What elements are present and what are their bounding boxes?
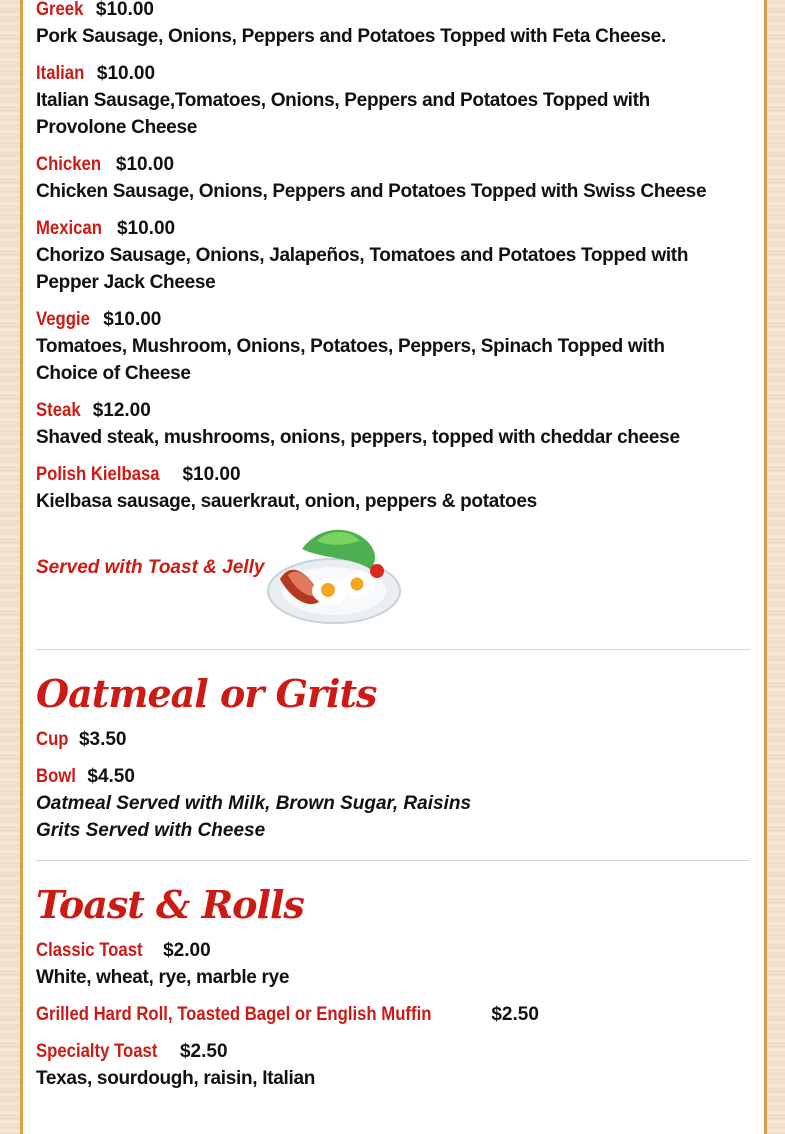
breakfast-plate-icon	[262, 519, 402, 629]
item-name: Italian	[36, 63, 85, 84]
item-price: $10.00	[115, 154, 175, 175]
item-description: Chorizo Sausage, Onions, Jalapeños, Tomatoes and Potatoes Topped with Pepper Jack Cheese	[36, 245, 689, 293]
menu-item-cup	[36, 726, 750, 753]
item-description: Shaved steak, mushrooms, onions, peppers, topped with cheddar cheese	[36, 427, 680, 448]
item-name: Greek	[36, 0, 84, 20]
menu-item-classic-toast	[36, 937, 750, 991]
item-name: Veggie	[36, 309, 90, 330]
item-description: Kielbasa sausage, sauerkraut, onion, peppers & potatoes	[36, 491, 537, 512]
served-with-text: Served with Toast & Jelly	[36, 557, 265, 578]
item-name: Grilled Hard Roll, Toasted Bagel or English Muffin	[36, 1004, 432, 1025]
item-price: $3.50	[78, 729, 127, 750]
section-divider	[36, 860, 750, 861]
item-name: Chicken	[36, 154, 102, 175]
item-name: Steak	[36, 400, 81, 421]
item-price: $4.50	[87, 766, 135, 787]
section-title-toast: Toast & Rolls	[36, 882, 304, 927]
menu-item-bowl	[36, 763, 750, 844]
item-name: Cup	[36, 729, 69, 750]
menu-item-mexican	[36, 215, 750, 296]
oatmeal-note: Oatmeal Served with Milk, Brown Sugar, Raisins	[36, 793, 472, 814]
item-price: $2.00	[163, 940, 211, 961]
grits-note: Grits Served with Cheese	[36, 820, 266, 841]
left-border-frame	[0, 0, 23, 1134]
item-name: Specialty Toast	[36, 1041, 158, 1062]
menu-item-polish-kielbasa	[36, 461, 750, 515]
item-description: White, wheat, rye, marble rye	[36, 967, 290, 988]
menu-item-grilled-roll	[36, 1001, 750, 1028]
menu-item-veggie	[36, 306, 750, 387]
menu-item-italian	[36, 60, 750, 141]
menu-content	[36, 0, 750, 1092]
menu-item-chicken	[36, 151, 750, 205]
item-name: Classic Toast	[36, 940, 143, 961]
menu-item-steak	[36, 397, 750, 451]
item-price: $12.00	[92, 400, 151, 421]
item-description: Texas, sourdough, raisin, Italian	[36, 1068, 316, 1089]
item-description: Italian Sausage,Tomatoes, Onions, Peppers and Potatoes Topped with Provolone Cheese	[36, 90, 650, 138]
item-price: $10.00	[116, 218, 176, 239]
section-title-oatmeal: Oatmeal or Grits	[36, 671, 377, 716]
item-price: $2.50	[179, 1041, 228, 1062]
item-price: $2.50	[491, 1004, 539, 1025]
item-price: $10.00	[96, 63, 156, 84]
item-name: Bowl	[36, 766, 76, 787]
item-description: Chicken Sausage, Onions, Peppers and Potatoes Topped with Swiss Cheese	[36, 181, 707, 202]
item-name: Polish Kielbasa	[36, 464, 160, 485]
item-price: $10.00	[95, 0, 154, 20]
item-price: $10.00	[103, 309, 162, 330]
menu-item-greek	[36, 0, 750, 50]
menu-item-specialty-toast	[36, 1038, 750, 1092]
item-description: Tomatoes, Mushroom, Onions, Potatoes, Peppers, Spinach Topped with Choice of Cheese	[36, 336, 665, 384]
item-name: Mexican	[36, 218, 102, 239]
served-with-note	[36, 515, 750, 633]
right-border-frame	[764, 0, 785, 1134]
item-price: $10.00	[182, 464, 241, 485]
section-divider	[36, 649, 750, 650]
item-description: Pork Sausage, Onions, Peppers and Potatoes Topped with Feta Cheese.	[36, 26, 666, 47]
